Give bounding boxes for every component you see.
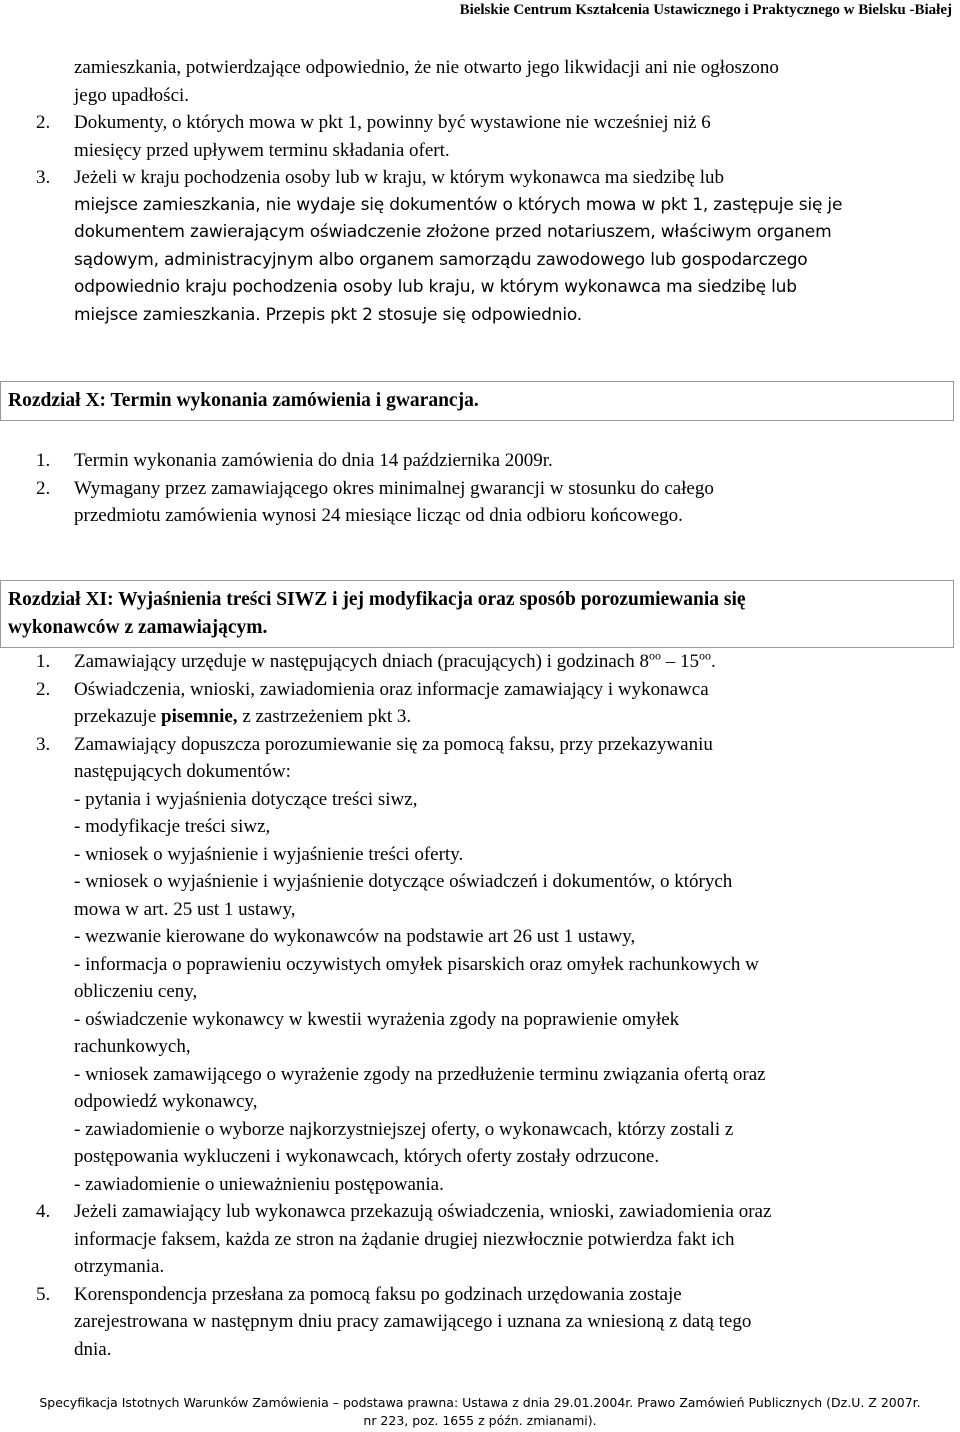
list-item-line: - wniosek o wyjaśnienie i wyjaśnienie dotyczące oświadczeń i dokumentów, o których bbox=[74, 871, 733, 892]
section-chapter-x bbox=[0, 447, 960, 530]
list-item-line: otrzymania. bbox=[74, 1256, 165, 1277]
list-item-line: informacje faksem, każda ze stron na żądanie drugiej niezwłocznie potwierdza fakt ich bbox=[74, 1228, 735, 1250]
list-item bbox=[0, 1198, 960, 1281]
list-item-line: - wezwanie kierowane do wykonawców na podstawie art 26 ust 1 ustawy, bbox=[74, 926, 636, 947]
office-hours-text: . bbox=[711, 651, 716, 672]
list-item-line: dokumentem zawierającym oświadczenie złożone przed notariuszem, właściwym organem bbox=[74, 222, 832, 242]
list-item-line: obliczeniu ceny, bbox=[74, 981, 198, 1002]
superscript: oo bbox=[649, 648, 662, 663]
footer-line: Specyfikacja Istotnych Warunków Zamówienia – podstawa prawna: Ustawa z dnia 29.01.2004r. Prawo Zamówień Publicznych (Dz.U. Z 2007r. bbox=[39, 1395, 921, 1410]
list-item bbox=[0, 676, 960, 731]
list-number: 1. bbox=[36, 450, 51, 471]
list-item bbox=[0, 164, 960, 329]
chapter-title: Rozdział X: Termin wykonania zamówienia i gwarancja. bbox=[8, 390, 479, 411]
running-header: Bielskie Centrum Kształcenia Ustawicznego i Praktycznego w Bielsku -Białej bbox=[459, 2, 952, 18]
list-number: 4. bbox=[36, 1201, 51, 1222]
office-hours-text: – 15 bbox=[661, 651, 700, 672]
footer-line: nr 223, poz. 1655 z późn. zmianami). bbox=[363, 1413, 597, 1428]
section-chapter-xi bbox=[0, 648, 960, 1363]
list-item-line: miejsce zamieszkania. Przepis pkt 2 stosuje się odpowiednio. bbox=[74, 304, 582, 325]
list-item-line: postępowania wykluczeni i wykonawcach, których oferty zostały odrzucone. bbox=[74, 1146, 660, 1167]
list-item-line: Oświadczenia, wnioski, zawiadomienia oraz informacje zamawiający i wykonawca bbox=[74, 678, 709, 700]
list-number: 3. bbox=[36, 733, 51, 755]
list-item bbox=[0, 1281, 960, 1364]
list-number: 2. bbox=[36, 477, 51, 499]
list-item bbox=[0, 648, 960, 676]
continuation-line: jego upadłości. bbox=[74, 84, 190, 106]
list-item-line: - informacja o poprawieniu oczywistych omyłek pisarskich oraz omyłek rachunkowych w bbox=[74, 953, 759, 975]
list-item-line: następujących dokumentów: bbox=[74, 761, 291, 782]
list-number: 2. bbox=[36, 112, 51, 133]
list-item-line: miejsce zamieszkania, nie wydaje się dokumentów o których mowa w pkt 1, zastępuje się je bbox=[74, 194, 843, 215]
chapter-heading-x bbox=[0, 381, 954, 421]
list-item-line: - pytania i wyjaśnienia dotyczące treści siwz, bbox=[74, 788, 418, 810]
chapter-title: wykonawców z zamawiającym. bbox=[8, 617, 268, 638]
list-item bbox=[0, 731, 960, 1199]
text-fragment: z zastrzeżeniem pkt 3. bbox=[237, 706, 412, 727]
list-item-line: - modyfikacje treści siwz, bbox=[74, 816, 271, 837]
superscript: oo bbox=[699, 648, 712, 663]
chapter-title: Rozdział XI: Wyjaśnienia treści SIWZ i jej modyfikacja oraz sposób porozumiewania się bbox=[8, 589, 746, 610]
office-hours-text: Zamawiający urzęduje w następujących dniach (pracujących) i godzinach 8 bbox=[74, 651, 650, 672]
list-item-line: odpowiednio kraju pochodzenia osoby lub kraju, w którym wykonawca ma siedzibę lub bbox=[74, 277, 797, 297]
list-item-line: Korenspondencja przesłana za pomocą faksu po godzinach urzędowania zostaje bbox=[74, 1283, 682, 1305]
list-number: 1. bbox=[36, 651, 51, 672]
list-item-line: - wniosek zamawijącego o wyrażenie zgody na przedłużenie terminu związania ofertą oraz bbox=[74, 1063, 766, 1085]
list-item-line: - zawiadomienie o unieważnieniu postępowania. bbox=[74, 1173, 444, 1195]
list-item-line: zarejestrowana w następnym dniu pracy zamawijącego i uznana za wniesioną z datą tego bbox=[74, 1311, 752, 1332]
list-item-line: rachunkowych, bbox=[74, 1036, 191, 1057]
list-item bbox=[0, 447, 960, 475]
list-number: 5. bbox=[36, 1283, 51, 1305]
list-item-line: sądowym, administracyjnym albo organem samorządu zawodowego lub gospodarczego bbox=[74, 249, 808, 270]
list-item-line: przedmiotu zamówienia wynosi 24 miesiące licząc od dnia odbioru końcowego. bbox=[74, 505, 683, 526]
list-number: 3. bbox=[36, 167, 51, 188]
list-item-line: - zawiadomienie o wyborze najkorzystniejszej oferty, o wykonawcach, którzy zostali z bbox=[74, 1118, 734, 1140]
list-item-line: Termin wykonania zamówienia do dnia 14 października 2009r. bbox=[74, 450, 553, 471]
page-footer bbox=[0, 1394, 960, 1430]
text-fragment: przekazuje bbox=[74, 706, 162, 727]
list-item-line bbox=[74, 648, 940, 676]
list-item-line: Wymagany przez zamawiającego okres minimalnej gwarancji w stosunku do całego bbox=[74, 477, 714, 499]
chapter-heading-xi bbox=[0, 580, 954, 648]
list-item-line: mowa w art. 25 ust 1 ustawy, bbox=[74, 898, 296, 920]
list-item-line: Zamawiający dopuszcza porozumiewanie się za pomocą faksu, przy przekazywaniu bbox=[74, 733, 713, 755]
list-item-line: Dokumenty, o których mowa w pkt 1, powinny być wystawione nie wcześniej niż 6 bbox=[74, 112, 711, 133]
list-item-line: Jeżeli zamawiający lub wykonawca przekazują oświadczenia, wnioski, zawiadomienia oraz bbox=[74, 1201, 772, 1222]
list-item bbox=[0, 109, 960, 164]
list-item-line: odpowiedź wykonawcy, bbox=[74, 1091, 258, 1112]
list-item bbox=[0, 475, 960, 530]
list-item-line: - wniosek o wyjaśnienie i wyjaśnienie treści oferty. bbox=[74, 843, 464, 865]
list-number: 2. bbox=[36, 678, 51, 700]
list-item-line bbox=[74, 703, 940, 731]
emphasis-text: pisemnie, bbox=[161, 706, 238, 727]
list-item-line: dnia. bbox=[74, 1338, 112, 1360]
section-continuation bbox=[0, 54, 960, 329]
continuation-line: zamieszkania, potwierdzające odpowiednio, że nie otwarto jego likwidacji ani nie ogłoszono bbox=[74, 57, 779, 78]
list-item-line: - oświadczenie wykonawcy w kwestii wyrażenia zgody na poprawienie omyłek bbox=[74, 1008, 680, 1030]
list-item-line: Jeżeli w kraju pochodzenia osoby lub w kraju, w którym wykonawca ma siedzibę lub bbox=[74, 167, 725, 188]
list-item-line: miesięcy przed upływem terminu składania ofert. bbox=[74, 139, 450, 161]
